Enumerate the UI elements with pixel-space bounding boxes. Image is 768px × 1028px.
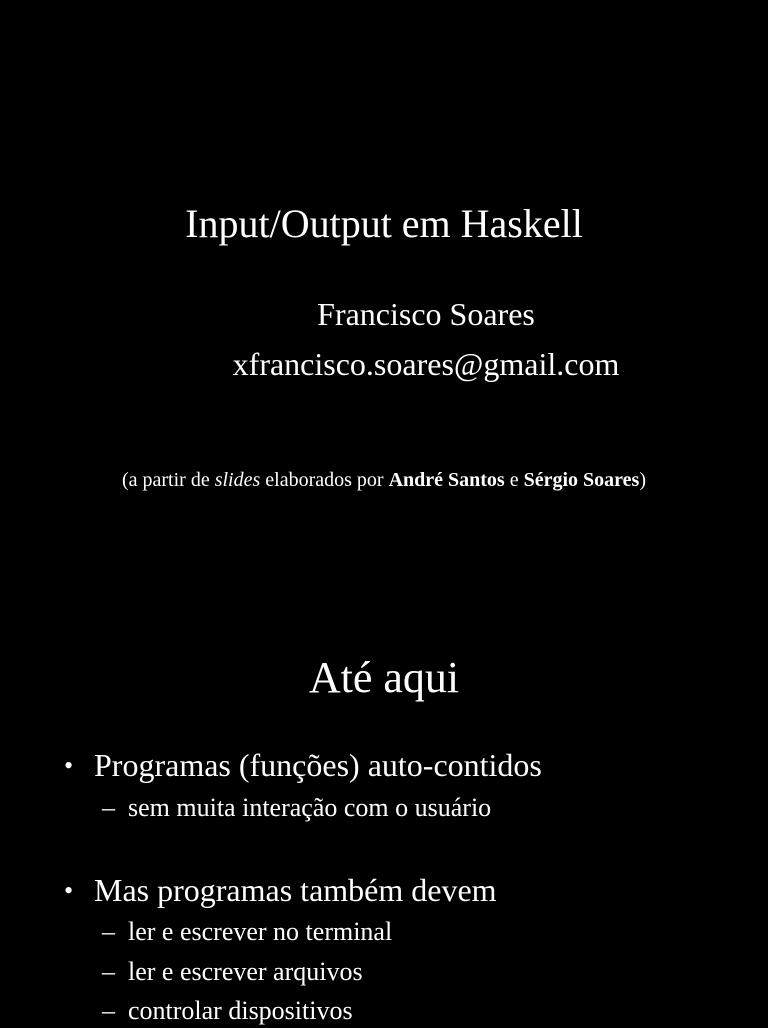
sub-bullet-dash: – (102, 957, 115, 986)
bullet-item (64, 745, 542, 786)
bullet-dot: • (64, 876, 74, 905)
credit-author-a: André Santos (388, 469, 505, 491)
sub-bullet-item (102, 791, 491, 825)
bullet-item (64, 870, 497, 911)
sub-bullet-text: sem muita interação com o usuário (128, 793, 492, 822)
credit-slides-word: slides (214, 469, 261, 491)
credit-line (0, 466, 768, 494)
credit-conj: e (504, 469, 524, 491)
sub-bullet-dash: – (102, 996, 115, 1025)
sub-bullet-text: ler e escrever no terminal (128, 917, 393, 946)
slide-title-heading: Input/Output em Haskell (185, 201, 583, 246)
sub-bullet-item (102, 955, 363, 989)
sub-bullet-text: controlar dispositivos (128, 996, 353, 1025)
credit-close: ) (639, 469, 647, 491)
bullet-text: Programas (funções) auto-contidos (94, 747, 542, 783)
credit-author-b: Sérgio Soares (523, 469, 640, 491)
sub-bullet-text: ler e escrever arquivos (128, 957, 363, 986)
credit-open: (a partir de (121, 469, 215, 491)
slide-heading: Até aqui (308, 653, 460, 702)
slide-ate-aqui (0, 600, 768, 1024)
sub-bullet-dash: – (102, 917, 115, 946)
sub-bullet-item (102, 915, 392, 949)
bullet-text: Mas programas também devem (94, 872, 497, 908)
credit-middle: elaborados por (260, 469, 389, 491)
author-name: Francisco Soares (317, 296, 535, 332)
author-email: xfrancisco.soares@gmail.com (232, 346, 620, 382)
bullet-dot: • (64, 751, 74, 780)
sub-bullet-dash: – (102, 793, 115, 822)
sub-bullet-item (102, 994, 353, 1028)
